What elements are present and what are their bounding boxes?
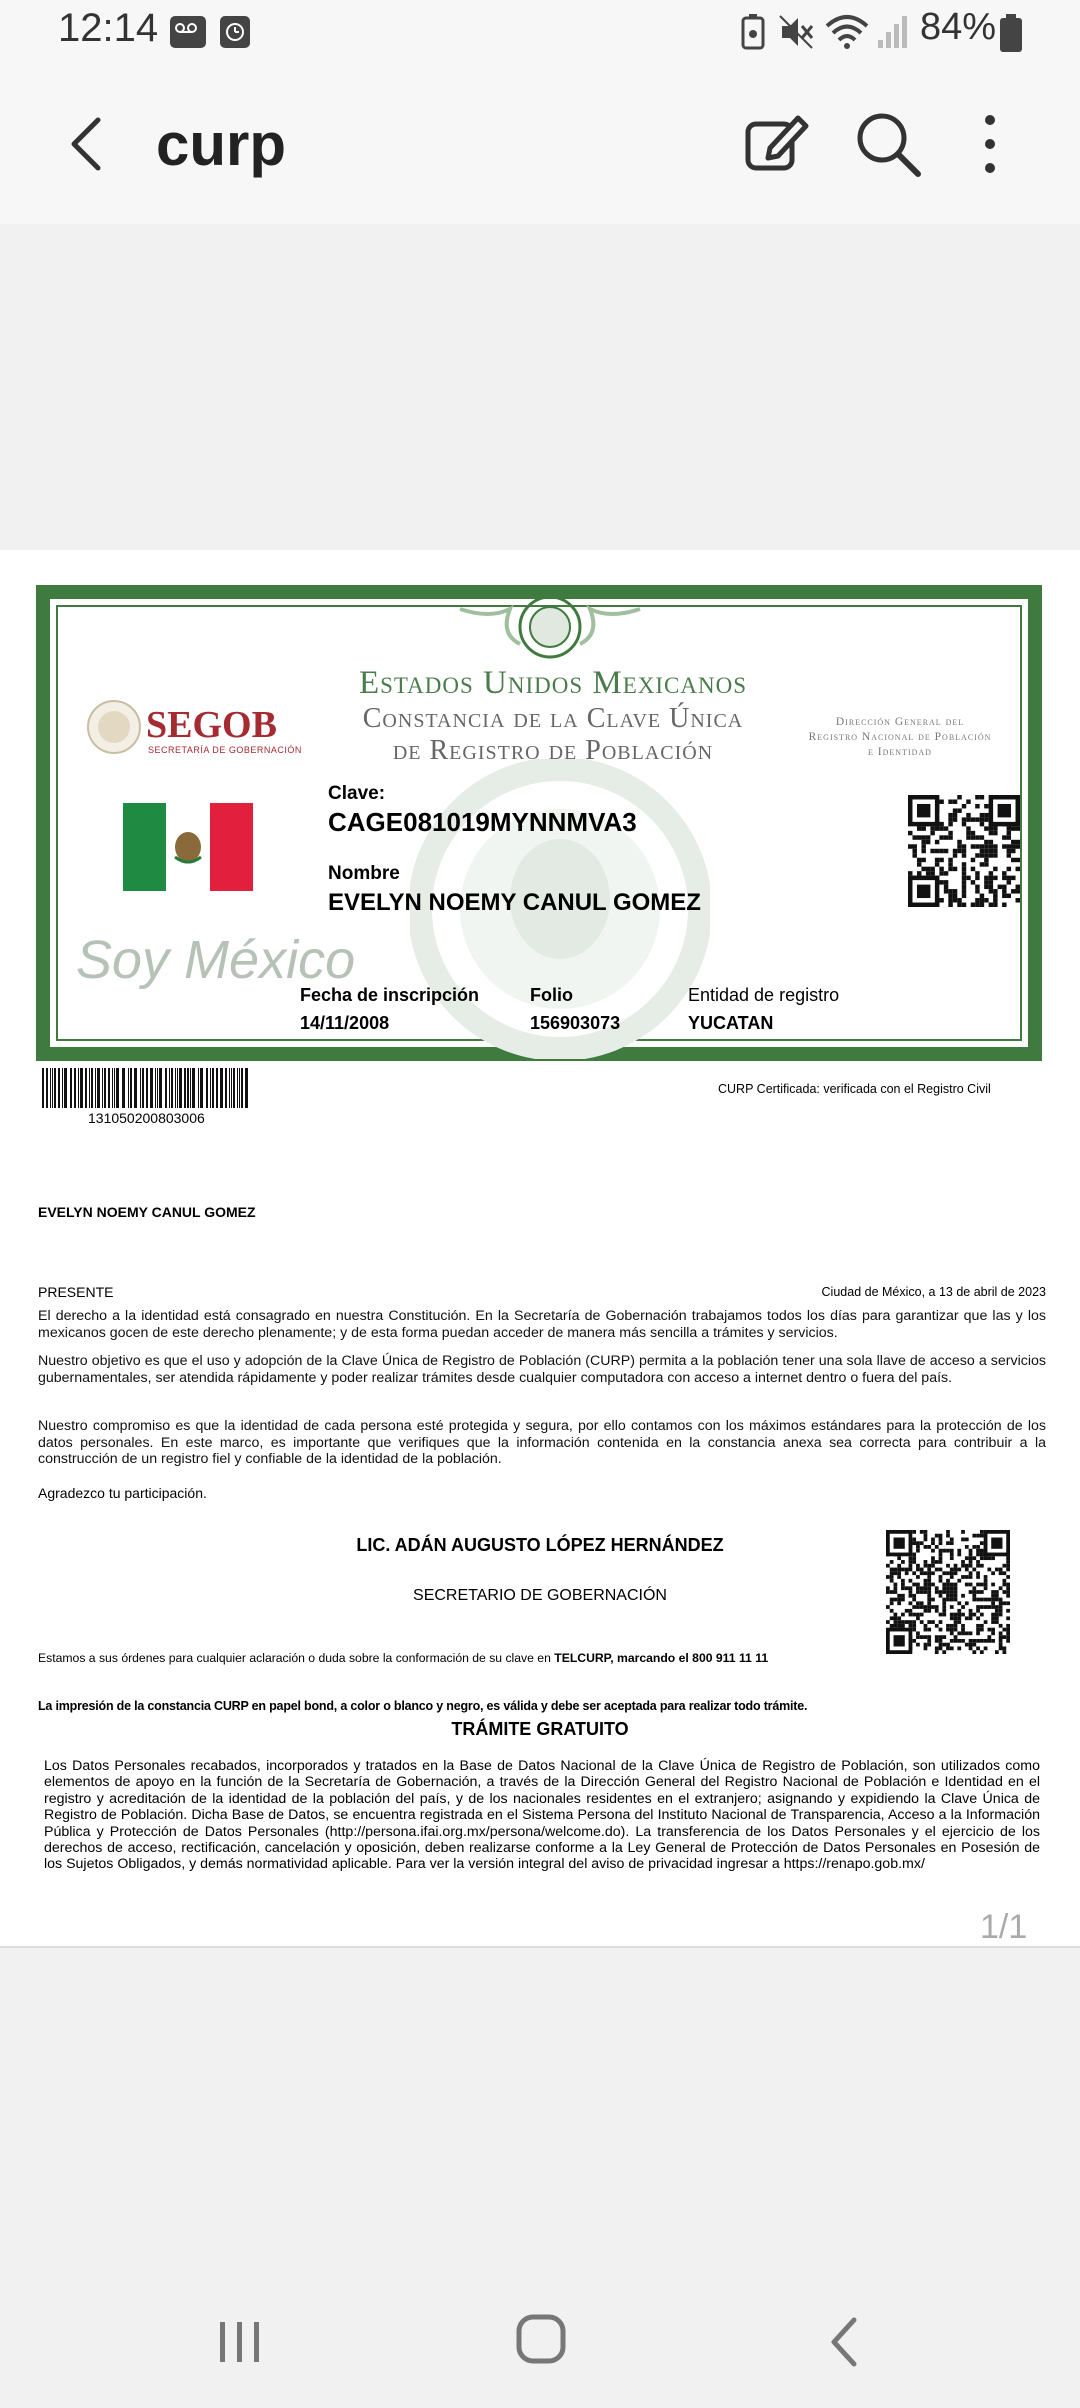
paragraph-4: Agradezco tu participación.: [38, 1485, 207, 1501]
back-icon[interactable]: [60, 116, 116, 172]
page-indicator: 1/1: [980, 1908, 1028, 1946]
battery-icon: [1000, 14, 1022, 52]
certified-note: CURP Certificada: verificada con el Registro Civil: [718, 1082, 991, 1096]
paragraph-2: Nuestro objetivo es que el uso y adopción de la Clave Única de Registro de Población (CURP) permita a la población tener una sola llave de acceso a servicios gubernamentales, ser atendida rápidamente y poder realizar trámites desde cualquier computadora con acceso a internet dentro o fuera del país.: [38, 1353, 1046, 1386]
status-bar: [0, 0, 1080, 64]
certificate-heading-1: Estados Unidos Mexicanos: [358, 665, 747, 701]
folio-value: 156903073: [530, 1013, 621, 1033]
entidad-label: Entidad de registro: [688, 985, 840, 1005]
dg-line-1: Dirección General del: [835, 716, 965, 728]
document-title: curp: [156, 111, 287, 178]
nombre-label: Nombre: [328, 863, 400, 884]
battery-percent: 84%: [920, 6, 997, 48]
voicemail-icon: [170, 16, 206, 48]
bond-note: La impresión de la constancia CURP en papel bond, a color o blanco y negro, es válida y debe ser aceptada para realizar todo trámite.: [38, 1699, 808, 1713]
coat-of-arms-top-icon: [450, 589, 650, 661]
contact-line: [38, 1651, 768, 1665]
clock-icon: [220, 16, 250, 48]
privacy-notice: Los Datos Personales recabados, incorporados y tratados en la Base de Datos Nacional de la Clave Única de Registro de Población, son utilizados como elementos de apoyo en la función de la Secretaría de Gobernación, a través de la Dirección General del Registro Nacional de Población e Identidad en el registro y acreditación de la identidad de la población del país, y de los nacionales residentes en el extranjero; asignando y expidiendo la Clave Única de Registro de Población. Dicha Base de Datos, se encuentra registrada en el Sistema Persona del Instituto Nacional de Transparencia, Acceso a la Información Pública y Protección de Datos Personales (http://persona.ifai.org.mx/persona/welcome.do). La transferencia de los Datos Personales y el ejercicio de los derechos de acceso, rectificación, cancelación y oposición, deben realizarse conforme a la Ley General de Protección de Datos Personales en Posesión de los Sujetos Obligados, y demás normatividad aplicable. Para ver la versión integral del aviso de privacidad ingresar a https://renapo.gob.mx/: [44, 1758, 1040, 1873]
soy-mexico-watermark: Soy México: [76, 930, 356, 990]
paragraph-1: El derecho a la identidad está consagrado en nuestra Constitución. En la Secretaría de Gobernación trabajamos todos los días para garantizar que las y los mexicanos gocen de este derecho plenamente; y de esta forma puedan acceder de manera más sencilla a trámites y servicios.: [38, 1308, 1046, 1341]
certificate-heading-3: de Registro de Población: [392, 735, 714, 766]
tramite-gratuito: TRÁMITE GRATUITO: [451, 1719, 629, 1739]
mute-icon: [778, 14, 814, 50]
dg-line-3: e Identidad: [868, 746, 932, 758]
nombre-value: EVELYN NOEMY CANUL GOMEZ: [328, 889, 701, 916]
entidad-value: YUCATAN: [688, 1013, 774, 1033]
battery-saver-icon: [740, 14, 766, 50]
app-bar: [0, 64, 1080, 224]
recents-icon[interactable]: [210, 2318, 270, 2368]
segob-logo: SEGOB: [146, 704, 277, 746]
contact-telcurp: TELCURP, marcando el 800 911 11 11: [554, 1651, 769, 1665]
folio-label: Folio: [530, 985, 573, 1005]
home-icon[interactable]: [514, 2312, 570, 2368]
more-options-icon[interactable]: [950, 104, 1030, 184]
direccion-general: [790, 715, 1010, 760]
dg-line-2: Registro Nacional de Población: [808, 731, 992, 743]
clave-label: Clave:: [328, 783, 386, 804]
nav-back-icon[interactable]: [822, 2316, 868, 2368]
presente: PRESENTE: [38, 1284, 114, 1300]
fecha-inscripcion-label: Fecha de inscripción: [300, 985, 480, 1005]
signer-title: SECRETARIO DE GOBERNACIÓN: [413, 1587, 667, 1604]
barcode-number: 131050200803006: [88, 1110, 205, 1126]
addressee: EVELYN NOEMY CANUL GOMEZ: [38, 1204, 256, 1220]
segob-seal-icon: [86, 699, 142, 755]
letter-date: Ciudad de México, a 13 de abril de 2023: [821, 1285, 1046, 1299]
barcode: [42, 1068, 252, 1110]
qr-code-signature: [886, 1530, 1010, 1654]
edit-icon[interactable]: [734, 104, 814, 184]
search-icon[interactable]: [848, 104, 928, 184]
qr-code: [908, 795, 1020, 907]
clave-value: CAGE081019MYNNMVA3: [328, 807, 637, 837]
status-time: 12:14: [58, 6, 159, 50]
curp-certificate: [36, 585, 1042, 1061]
signal-icon: [876, 14, 908, 50]
segob-subtitle: SECRETARÍA DE GOBERNACIÓN: [148, 745, 302, 755]
wifi-icon: [824, 12, 870, 52]
paragraph-3: Nuestro compromiso es que la identidad de cada persona esté protegida y segura, por ello contamos con los máximos estándares para la protección de los datos personales. En este marco, es importante que verifiques que la información contenida en la constancia anexa sea correcta para contribuir a la construcción de un registro fiel y confiable de la identidad de la población.: [38, 1418, 1046, 1467]
viewer-background: [0, 224, 1080, 550]
fecha-inscripcion-value: 14/11/2008: [300, 1013, 390, 1033]
signer-name: LIC. ADÁN AUGUSTO LÓPEZ HERNÁNDEZ: [356, 1535, 724, 1555]
contact-text: Estamos a sus órdenes para cualquier aclaración o duda sobre la conformación de su clave en: [38, 1651, 551, 1665]
certificate-heading-2: Constancia de la Clave Única: [362, 703, 744, 734]
mexico-flag-icon: [123, 803, 253, 891]
